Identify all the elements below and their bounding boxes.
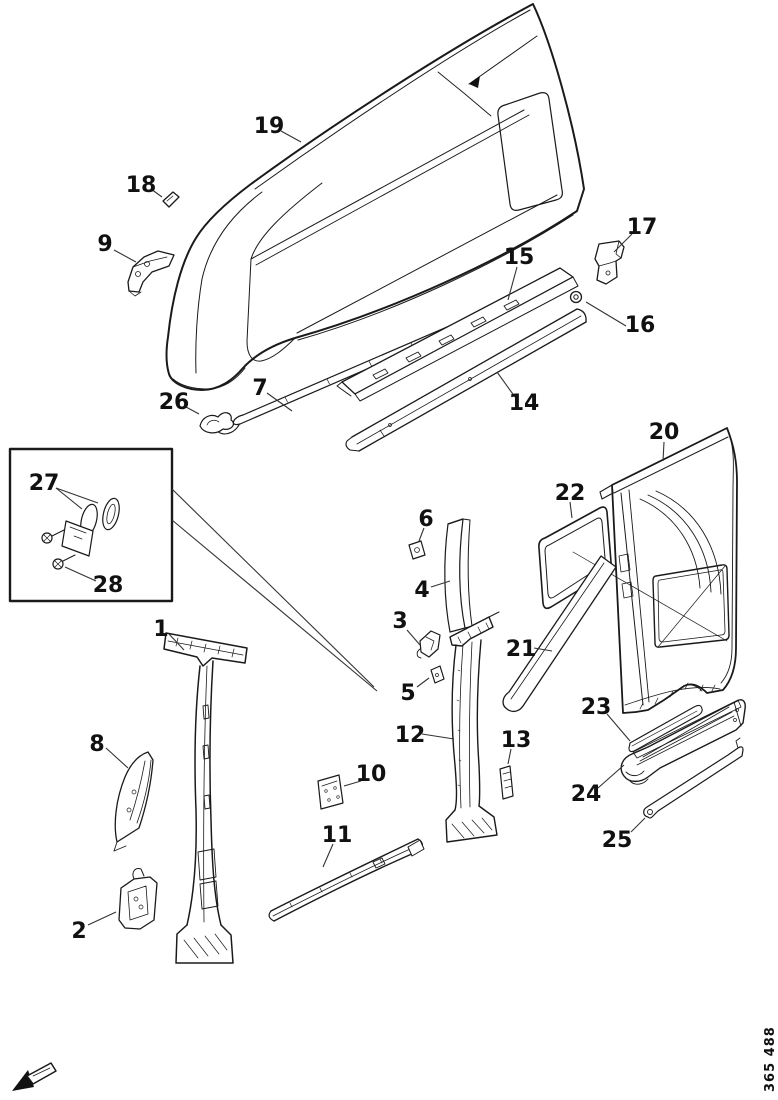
callout-20: 20	[648, 420, 680, 445]
callout-6: 6	[418, 507, 434, 532]
callout-3: 3	[392, 609, 408, 634]
callout-19: 19	[253, 114, 285, 139]
callout-23: 23	[580, 695, 612, 720]
clip-part18	[163, 192, 179, 207]
leader-line-28	[65, 567, 96, 581]
callout-14: 14	[508, 391, 540, 416]
callout-4: 4	[414, 578, 430, 603]
callout-15: 15	[503, 245, 535, 270]
leader-line-27	[56, 488, 98, 503]
leader-line-2	[88, 912, 116, 925]
callout-27: 27	[28, 471, 60, 496]
bracket-part17	[595, 241, 624, 284]
clip-part6	[409, 541, 425, 559]
leader-line-8	[106, 748, 128, 768]
leader-line-16	[586, 302, 626, 326]
leader-line-9	[114, 250, 136, 262]
clip-part26	[200, 413, 233, 433]
leader-line-3	[407, 630, 420, 645]
c-pillar-part12	[446, 612, 499, 842]
callout-26: 26	[158, 390, 190, 415]
bracket-part9	[128, 251, 174, 296]
callout-25: 25	[601, 828, 633, 853]
callout-10: 10	[355, 762, 387, 787]
callout-11: 11	[321, 823, 353, 848]
strip-part13	[500, 766, 513, 799]
leader-line-24	[598, 765, 624, 788]
plate-part10	[318, 775, 343, 809]
callout-12: 12	[394, 723, 426, 748]
figure-code: 365 488	[763, 1026, 778, 1092]
rail-part21	[503, 556, 616, 711]
nut-part16	[571, 292, 582, 303]
leader-line-5	[417, 678, 429, 687]
callout-9: 9	[97, 232, 113, 257]
leader-line-27	[56, 488, 82, 509]
clip-part5	[431, 666, 444, 683]
sill-rail-part11	[269, 839, 424, 921]
direction-arrow	[12, 1063, 56, 1091]
callout-24: 24	[570, 782, 602, 807]
pillar-reinforcement-part4	[445, 519, 472, 632]
callout-21: 21	[505, 637, 537, 662]
callout-7: 7	[252, 376, 268, 401]
callout-1: 1	[153, 617, 169, 642]
leader-line-25	[631, 818, 645, 832]
bracket-part3	[417, 631, 440, 658]
hinge-part2	[119, 869, 157, 929]
callout-17: 17	[626, 215, 658, 240]
callout-22: 22	[554, 481, 586, 506]
leader-line-12	[422, 734, 454, 739]
callout-18: 18	[125, 173, 157, 198]
callout-13: 13	[500, 728, 532, 753]
callout-2: 2	[71, 919, 87, 944]
hinge-gaskets-part27	[62, 497, 122, 556]
callout-28: 28	[92, 573, 124, 598]
roof-side-panel-part19	[167, 4, 584, 390]
callout-8: 8	[89, 732, 105, 757]
bracket-part8	[114, 752, 153, 851]
direction-arrow-shaft	[27, 1063, 56, 1084]
b-pillar-part1	[164, 633, 247, 963]
callout-16: 16	[624, 313, 656, 338]
callout-5: 5	[400, 681, 416, 706]
